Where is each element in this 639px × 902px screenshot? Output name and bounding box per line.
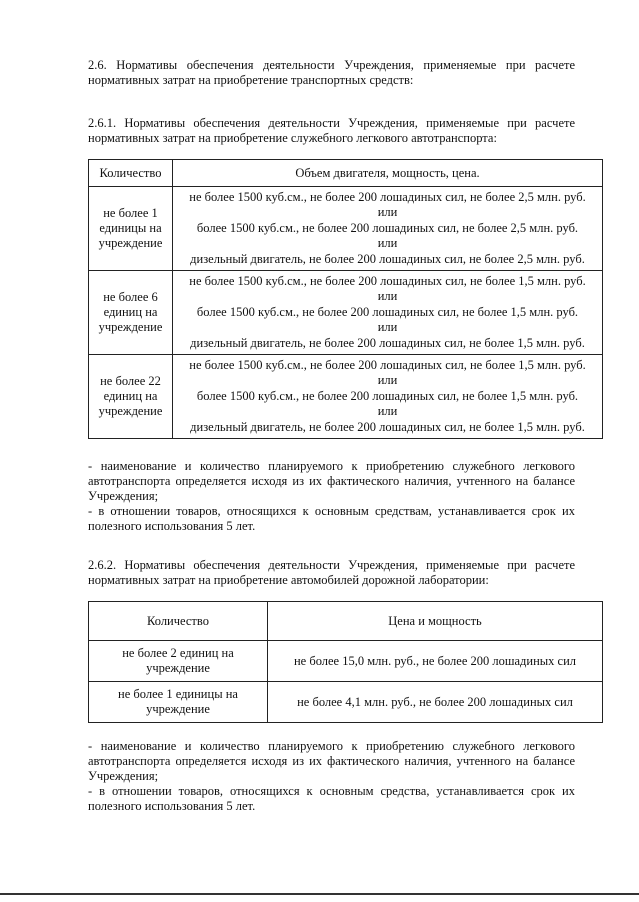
lab-vehicles-table	[88, 601, 603, 723]
section-2-6-1-heading: 2.6.1. Нормативы обеспечения деятельности Учреждения, применяемые при расчете нормативных затрат на приобретение служебного легкового автотранспорта:	[88, 116, 575, 145]
vehicle-norms-table	[88, 159, 603, 439]
spec-line: или	[377, 404, 398, 419]
spec-line: не более 1500 куб.см., не более 200 лошадиных сил, не более 2,5 млн. руб.	[189, 189, 586, 204]
spec-line: дизельный двигатель, не более 200 лошадиных сил, не более 1,5 млн. руб.	[190, 419, 585, 434]
spec-line: более 1500 куб.см., не более 200 лошадиных сил, не более 2,5 млн. руб.	[196, 220, 579, 235]
column-header-engine: Объем двигателя, мощность, цена.	[173, 160, 603, 187]
engine-spec-cell	[173, 355, 603, 439]
notes-block-2	[88, 739, 575, 814]
table-row	[89, 187, 603, 271]
price-power-cell: не более 15,0 млн. руб., не более 200 лошадиных сил	[268, 641, 603, 682]
column-header-quantity: Количество	[89, 602, 268, 641]
note-paragraph: - наименование и количество планируемого к приобретению служебного легкового автотранспорта определяется исходя из их фактического наличия, учтенного на балансе Учреждения;	[88, 459, 575, 503]
section-2-6-2-heading: 2.6.2. Нормативы обеспечения деятельности Учреждения, применяемые при расчете нормативных затрат на приобретение автомобилей дорожной лаборатории:	[88, 558, 575, 587]
spec-line: более 1500 куб.см., не более 200 лошадиных сил, не более 1,5 млн. руб.	[196, 388, 579, 403]
table-header-row	[89, 160, 603, 187]
column-header-quantity: Количество	[89, 160, 173, 187]
quantity-cell: не более 1 единицы на учреждение	[89, 187, 173, 271]
note-paragraph: - в отношении товаров, относящихся к основным средствам, устанавливается срок их полезного использования 5 лет.	[88, 504, 575, 533]
spec-line: или	[377, 205, 398, 220]
quantity-cell: не более 6 единиц на учреждение	[89, 271, 173, 355]
scan-edge-line	[0, 893, 639, 895]
spec-line: или	[377, 320, 398, 335]
spec-line: более 1500 куб.см., не более 200 лошадиных сил, не более 1,5 млн. руб.	[196, 304, 579, 319]
engine-spec-cell	[173, 271, 603, 355]
note-paragraph: - в отношении товаров, относящихся к основным средства, устанавливается срок их полезного использования 5 лет.	[88, 784, 575, 813]
table-row	[89, 682, 603, 723]
spec-line: дизельный двигатель, не более 200 лошадиных сил, не более 1,5 млн. руб.	[190, 335, 585, 350]
table-header-row	[89, 602, 603, 641]
quantity-cell: не более 2 единиц на учреждение	[89, 641, 268, 682]
section-2-6-heading: 2.6. Нормативы обеспечения деятельности Учреждения, применяемые при расчете нормативных затрат на приобретение транспортных средств:	[88, 58, 575, 87]
table-row	[89, 271, 603, 355]
quantity-cell: не более 22 единиц на учреждение	[89, 355, 173, 439]
table-row	[89, 641, 603, 682]
spec-line: дизельный двигатель, не более 200 лошадиных сил, не более 2,5 млн. руб.	[190, 251, 585, 266]
notes-block-1	[88, 459, 575, 534]
spec-line: не более 1500 куб.см., не более 200 лошадиных сил, не более 1,5 млн. руб.	[189, 273, 586, 288]
spec-line: не более 1500 куб.см., не более 200 лошадиных сил, не более 1,5 млн. руб.	[189, 357, 586, 372]
spec-line: или	[377, 289, 398, 304]
spec-line: или	[377, 373, 398, 388]
note-paragraph: - наименование и количество планируемого к приобретению служебного легкового автотранспорта определяется исходя из их фактического наличия, учтенного на балансе Учреждения;	[88, 739, 575, 783]
engine-spec-cell	[173, 187, 603, 271]
table-row	[89, 355, 603, 439]
quantity-cell: не более 1 единицы на учреждение	[89, 682, 268, 723]
price-power-cell: не более 4,1 млн. руб., не более 200 лошадиных сил	[268, 682, 603, 723]
column-header-price-power: Цена и мощность	[268, 602, 603, 641]
spec-line: или	[377, 236, 398, 251]
